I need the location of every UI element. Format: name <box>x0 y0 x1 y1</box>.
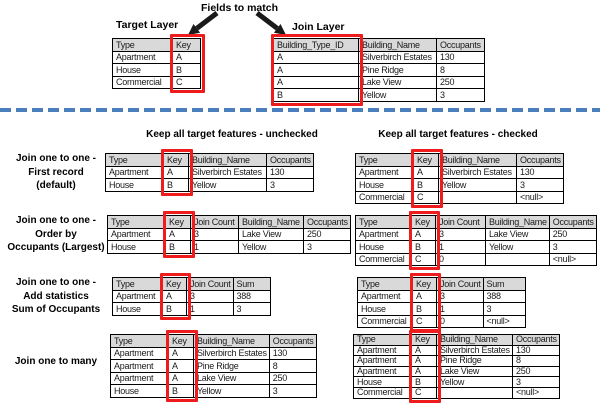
table-cell: 1 <box>436 241 486 254</box>
table-cell <box>437 387 513 398</box>
table-cell: 3 <box>233 303 270 316</box>
column-header: Type <box>106 154 164 167</box>
data-table <box>110 334 317 398</box>
column-header: Occupants <box>267 154 314 167</box>
example-2-checked-table <box>355 215 597 266</box>
table-cell: B <box>166 241 191 254</box>
data-table <box>353 334 560 399</box>
table-cell: A <box>274 64 359 77</box>
table-cell: 130 <box>269 347 316 360</box>
table-cell: A <box>412 345 437 356</box>
column-header: Occupants <box>549 216 596 229</box>
table-cell: 0 <box>436 253 486 266</box>
table-cell: Apartment <box>113 290 163 303</box>
table-row <box>358 290 526 303</box>
table-row <box>108 241 351 254</box>
table-cell: Yellow <box>239 241 304 254</box>
table-row <box>111 347 317 360</box>
table-cell: B <box>169 385 194 398</box>
table-cell: 8 <box>513 356 560 367</box>
divider-dashed-line <box>0 108 600 112</box>
column-header: Type <box>113 39 173 52</box>
example-2-unchecked-table <box>107 215 351 254</box>
table-cell: 130 <box>517 166 564 179</box>
table-cell: 0 <box>437 315 484 328</box>
table-cell: Pine Ridge <box>437 356 513 367</box>
table-cell: 3 <box>437 290 484 303</box>
table-cell: Silverbirch Estates <box>359 51 437 64</box>
table-cell: House <box>354 377 412 388</box>
data-table <box>355 215 597 266</box>
table-cell: Pine Ridge <box>194 360 270 373</box>
table-row <box>356 228 597 241</box>
table-cell: C <box>173 76 201 89</box>
table-cell: 1 <box>191 241 239 254</box>
table-cell: 3 <box>187 290 234 303</box>
label-line: Join one to one - <box>16 153 96 164</box>
table-cell: 1 <box>187 303 234 316</box>
label-line: First record <box>28 166 84 178</box>
table-cell: A <box>413 290 437 303</box>
table-header-row <box>354 335 560 346</box>
table-row <box>356 166 564 179</box>
table-cell: B <box>274 89 359 102</box>
key-column-highlight <box>411 149 443 208</box>
column-header: Building_Name <box>439 154 517 167</box>
table-cell: C <box>413 315 437 328</box>
table-cell: B <box>163 303 187 316</box>
key-column-highlight <box>271 34 363 106</box>
table-cell: House <box>113 303 163 316</box>
label-line: Join one to many <box>14 356 98 367</box>
table-cell: Lake View <box>486 228 550 241</box>
table-cell: Yellow <box>486 241 550 254</box>
table-cell: Apartment <box>354 366 412 377</box>
target-layer-label: Target Layer <box>116 19 179 31</box>
table-cell: Yellow <box>194 385 270 398</box>
table-row <box>111 360 317 373</box>
table-cell: A <box>173 51 201 64</box>
label-line: Order by <box>35 228 77 240</box>
column-header: Building_Name <box>437 335 513 346</box>
table-cell: House <box>111 385 169 398</box>
table-cell: 130 <box>267 166 314 179</box>
column-header: Occupants <box>517 154 564 167</box>
table-cell: C <box>412 387 437 398</box>
table-cell: A <box>163 290 187 303</box>
table-cell: 8 <box>269 360 316 373</box>
table-cell: Commercial <box>356 253 412 266</box>
label-line: (default) <box>36 180 76 191</box>
example-label-add-statistics <box>0 276 112 317</box>
table-row <box>113 290 271 303</box>
table-cell: Pine Ridge <box>359 64 437 77</box>
data-table <box>107 215 351 254</box>
join-layer-table <box>273 38 485 102</box>
table-cell: <null> <box>513 387 560 398</box>
table-header-row <box>108 216 351 229</box>
table-cell: Apartment <box>108 228 166 241</box>
table-cell: A <box>169 360 194 373</box>
label-line: Add statistics <box>23 290 89 302</box>
column-header: Type <box>358 278 413 291</box>
table-cell: 388 <box>233 290 270 303</box>
table-row <box>358 303 526 316</box>
table-cell: 3 <box>267 179 314 192</box>
column-header: Key <box>166 216 191 229</box>
target-layer-table <box>112 38 201 89</box>
table-cell: Apartment <box>356 228 412 241</box>
table-cell: Apartment <box>356 166 414 179</box>
table-cell: B <box>412 377 437 388</box>
table-cell: 250 <box>549 228 596 241</box>
column-header: Key <box>413 278 437 291</box>
table-cell: Apartment <box>111 372 169 385</box>
table-row <box>108 228 351 241</box>
column-header: Key <box>163 278 187 291</box>
table-cell: 3 <box>549 241 596 254</box>
column-header: Occupants <box>513 335 560 346</box>
table-cell: B <box>414 179 439 192</box>
table-cell: Silverbirch Estates <box>194 347 270 360</box>
table-cell: Apartment <box>113 51 173 64</box>
example-4-unchecked-table <box>110 334 317 398</box>
table-row <box>106 179 314 192</box>
unchecked-section-header: Keep all target features - unchecked <box>146 129 318 140</box>
table-cell: 250 <box>304 228 351 241</box>
table-cell: Yellow <box>439 179 517 192</box>
key-column-highlight <box>409 330 441 403</box>
column-header: Key <box>164 154 189 167</box>
table-row <box>113 303 271 316</box>
table-row <box>111 385 317 398</box>
table-cell: A <box>414 166 439 179</box>
table-cell: Silverbirch Estates <box>437 345 513 356</box>
column-header: Occupants <box>304 216 351 229</box>
data-table <box>355 153 564 204</box>
table-cell: Lake View <box>194 372 270 385</box>
label-line: Occupants (Largest) <box>7 242 105 253</box>
table-cell: 388 <box>483 290 525 303</box>
table-cell: 250 <box>269 372 316 385</box>
key-column-highlight <box>161 149 193 196</box>
table-cell: <null> <box>483 315 525 328</box>
column-header: Key <box>169 335 194 348</box>
table-cell: A <box>166 228 191 241</box>
column-header: Join Count <box>436 216 486 229</box>
key-column-highlight <box>166 330 198 402</box>
table-cell: 250 <box>437 76 485 89</box>
table-cell: 8 <box>437 64 485 77</box>
key-column-highlight <box>170 34 205 93</box>
column-header: Join Count <box>191 216 239 229</box>
key-column-highlight <box>410 273 441 332</box>
column-header: Key <box>412 335 437 346</box>
column-header: Type <box>356 216 412 229</box>
table-cell: <null> <box>549 253 596 266</box>
column-header: Key <box>414 154 439 167</box>
example-1-checked-table <box>355 153 564 204</box>
table-cell: 3 <box>436 228 486 241</box>
data-table <box>105 153 314 192</box>
table-row <box>354 377 560 388</box>
table-cell: 3 <box>517 179 564 192</box>
table-row <box>356 191 564 204</box>
label-line: Join one to one - <box>16 277 96 288</box>
table-row <box>106 166 314 179</box>
column-header: Building_Name <box>239 216 304 229</box>
column-header: Sum <box>233 278 270 291</box>
table-cell: Apartment <box>358 290 413 303</box>
table-header-row <box>113 278 271 291</box>
table-cell: Yellow <box>189 179 267 192</box>
table-cell: A <box>412 366 437 377</box>
table-header-row <box>356 154 564 167</box>
table-cell: B <box>413 303 437 316</box>
column-header: Type <box>111 335 169 348</box>
table-cell: Apartment <box>354 356 412 367</box>
example-label-first-record <box>0 152 112 193</box>
column-header: Join Count <box>187 278 234 291</box>
column-header: Occupants <box>437 39 485 52</box>
table-cell: Commercial <box>356 191 414 204</box>
key-column-highlight <box>160 273 191 320</box>
table-cell: B <box>164 179 189 192</box>
table-cell: Apartment <box>354 345 412 356</box>
example-3-unchecked-table <box>112 277 271 316</box>
table-cell: Yellow <box>359 89 437 102</box>
table-cell <box>486 253 550 266</box>
column-header: Building_Name <box>189 154 267 167</box>
data-table <box>357 277 526 328</box>
table-cell: 3 <box>304 241 351 254</box>
table-cell: Commercial <box>113 76 173 89</box>
column-header: Building_Type_ID <box>274 39 359 52</box>
table-row <box>356 241 597 254</box>
table-cell: Silverbirch Estates <box>189 166 267 179</box>
table-cell: Commercial <box>354 387 412 398</box>
table-row <box>356 179 564 192</box>
column-header: Type <box>108 216 166 229</box>
example-label-order-by <box>0 214 112 255</box>
table-cell: 3 <box>269 385 316 398</box>
table-cell: C <box>414 191 439 204</box>
table-cell: Apartment <box>111 347 169 360</box>
table-cell: House <box>108 241 166 254</box>
table-cell: Apartment <box>111 360 169 373</box>
table-cell: Yellow <box>437 377 513 388</box>
table-row <box>111 372 317 385</box>
table-cell: Commercial <box>358 315 413 328</box>
table-cell: 1 <box>437 303 484 316</box>
column-header: Key <box>173 39 201 52</box>
table-header-row <box>106 154 314 167</box>
fields-to-match-label: Fields to match <box>201 2 279 14</box>
table-cell: <null> <box>517 191 564 204</box>
table-cell: A <box>412 356 437 367</box>
table-cell: A <box>164 166 189 179</box>
table-cell: Lake View <box>239 228 304 241</box>
table-cell: B <box>173 64 201 77</box>
column-header: Building_Name <box>194 335 270 348</box>
table-cell: A <box>274 76 359 89</box>
data-table <box>112 277 271 316</box>
table-cell: Lake View <box>437 366 513 377</box>
label-line: Join one to one - <box>16 215 96 226</box>
example-4-checked-table <box>353 334 560 399</box>
table-cell: A <box>169 347 194 360</box>
example-1-unchecked-table <box>105 153 314 192</box>
table-cell: 3 <box>437 89 485 102</box>
table-header-row <box>356 216 597 229</box>
table-header-row <box>111 335 317 348</box>
table-cell: House <box>113 64 173 77</box>
table-cell: B <box>412 241 436 254</box>
table-cell: House <box>106 179 164 192</box>
key-column-highlight <box>409 211 440 270</box>
column-header: Building_Name <box>486 216 550 229</box>
table-cell: Apartment <box>106 166 164 179</box>
table-cell: 130 <box>437 51 485 64</box>
table-row <box>354 387 560 398</box>
column-header: Type <box>356 154 414 167</box>
example-3-checked-table <box>357 277 526 328</box>
checked-section-header: Keep all target features - checked <box>378 129 538 140</box>
column-header: Type <box>354 335 412 346</box>
table-cell: House <box>358 303 413 316</box>
table-cell: Lake View <box>359 76 437 89</box>
table-cell: A <box>169 372 194 385</box>
example-label-one-to-many <box>0 355 112 369</box>
table-cell: A <box>412 228 436 241</box>
table-cell: 130 <box>513 345 560 356</box>
table-cell: 3 <box>513 377 560 388</box>
table-row <box>354 366 560 377</box>
table-cell: C <box>412 253 436 266</box>
column-header: Building_Name <box>359 39 437 52</box>
table-row <box>356 253 597 266</box>
label-line: Sum of Occupants <box>11 304 101 315</box>
column-header: Join Count <box>437 278 484 291</box>
column-header: Sum <box>483 278 525 291</box>
key-column-highlight <box>163 211 195 258</box>
table-header-row <box>358 278 526 291</box>
table-cell: 3 <box>191 228 239 241</box>
table-row <box>358 315 526 328</box>
table-cell: House <box>356 179 414 192</box>
column-header: Occupants <box>269 335 316 348</box>
table-cell: Silverbirch Estates <box>439 166 517 179</box>
join-layer-label: Join Layer <box>292 21 345 33</box>
table-cell: 250 <box>513 366 560 377</box>
table-row <box>354 345 560 356</box>
table-row <box>354 356 560 367</box>
column-header: Type <box>113 278 163 291</box>
table-cell: 3 <box>483 303 525 316</box>
column-header: Key <box>412 216 436 229</box>
table-cell <box>439 191 517 204</box>
table-cell: A <box>274 51 359 64</box>
table-cell: House <box>356 241 412 254</box>
